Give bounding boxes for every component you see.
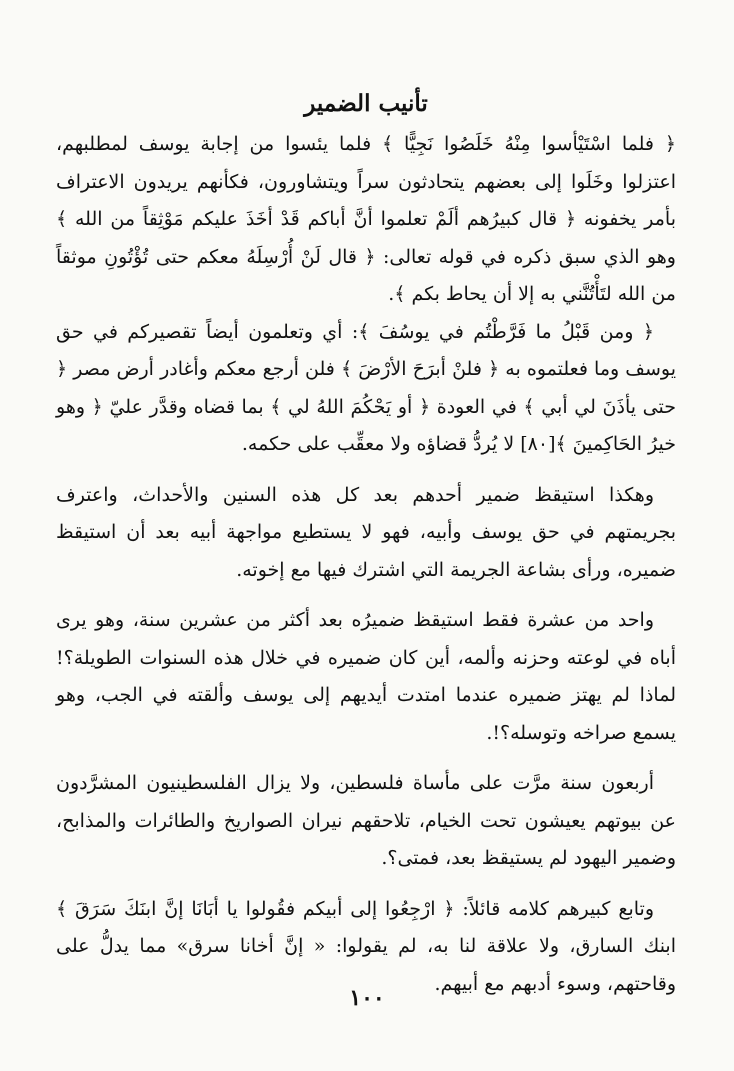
page-number: ١٠٠ (349, 985, 385, 1011)
paragraph-3: وهكذا استيقظ ضمير أحدهم بعد كل هذه السنين والأحداث، واعترف بجريمتهم في حق يوسف وأبيه، فهو لا يستطيع مواجهة أبيه بعد أن استيقظ ضميره، ورأى بشاعة الجريمة التي اشترك فيها مع إخوته. (56, 483, 676, 581)
paragraph-4: واحد من عشرة فقط استيقظ ضميرُه بعد أكثر من عشرين سنة، وهو يرى أباه في لوعته وحزنه وألمه، أين كان ضميره في خلال هذه السنوات الطويلة؟! لماذا لم يهتز ضميره عندما امتدت أيديهم إلى يوسف وألقته في الجب، وهو يسمع صراخه وتوسله؟!. (56, 609, 676, 744)
paragraph-5: أربعون سنة مرَّت على مأساة فلسطين، ولا يزال الفلسطينيون المشرَّدون عن بيوتهم يعيشون تحت الخيام، تلاحقهم نيران الصواريخ والطائرات والمذابح، وضمير اليهود لم يستيقظ بعد، فمتى؟. (56, 772, 676, 869)
page-title: تأنيب الضمير (304, 90, 428, 117)
paragraph-1: ﴿ فلما اسْتَيْأسوا مِنْهُ خَلَصُوا نَجِيًّا ﴾ فلما يئسوا من إجابة يوسف لمطلبهم، اعتزلوا وخَلَوا إلى بعضهم يتحادثون سراً ويتشاورون، فكأنهم يريدون الاعتراف بأمر يخفونه ﴿ قال كبيرُهم ألَمْ تعلموا أنَّ أباكم قَدْ أخَذَ عليكم مَوْثِقاً من الله ﴾ وهو الذي سبق ذكره في قوله تعالى: ﴿ قال لَنْ أُرْسِلَهُ معكم حتى تُؤْتُونِ موثقاً من الله لتَأْتُنَّني به إلا أن يحاط بكم ﴾. (56, 133, 676, 305)
paragraph-2: ﴿ ومن قَبْلُ ما فَرَّطْتُم في يوسُفَ ﴾: أي وتعلمون أيضاً تقصيركم في حق يوسف وما فعلتموه به ﴿ فلنْ أبرَحَ الأرْضَ ﴾ فلن أرجع معكم وأغادر أرض مصر ﴿ حتى يأذَنَ لي أبي ﴾ في العودة ﴿ أو يَحْكُمَ اللهُ لي ﴾ بما قضاه وقدَّر عليّ ﴿ وهو خيرُ الحَاكِمينَ ﴾[٨٠] لا يُردُّ قضاؤه ولا معقِّب على حكمه. (56, 320, 676, 455)
paragraph-6: وتابع كبيرهم كلامه قائلاً: ﴿ ارْجِعُوا إلى أبيكم فقُولوا يا أبَانَا إنَّ ابنَكَ سَرَقَ ﴾ ابنك السارق، ولا علاقة لنا به، لم يقولوا: « إنَّ أخانا سرق» مما يدلُّ على وقاحتهم، وسوء أدبهم مع أبيهم. (56, 897, 676, 995)
